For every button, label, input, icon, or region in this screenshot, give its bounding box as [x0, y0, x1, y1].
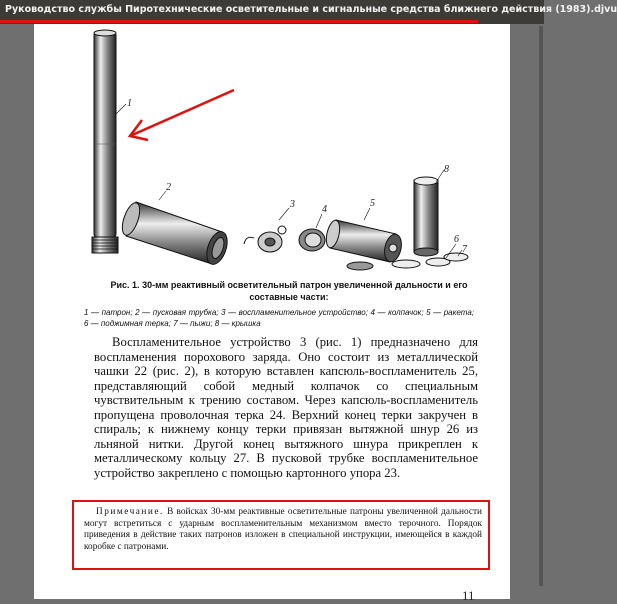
figure-caption-label: Рис. 1.: [110, 280, 140, 290]
leader-line-8: [436, 170, 444, 182]
leader-line-2: [159, 191, 166, 200]
document-page: [34, 24, 510, 603]
figure-legend: 1 — патрон; 2 — пусковая трубка; 3 — воспламенительное устройство; 4 — колпачок; 5 — ракета; 6 — поджимная терка; 7 — пыжи; 8 — крышка: [84, 308, 474, 328]
leader-line-5: [364, 208, 370, 220]
figure-caption: [104, 279, 474, 303]
leader-line-4: [316, 214, 322, 228]
callout-2: 2: [166, 182, 171, 193]
note-heading: Примечание.: [96, 507, 164, 517]
body-text: Воспламенительное устройство 3 (рис. 1) предназначено для воспламенения порохового заряда. Оно состоит из металлической чашки 22 (рис. 2), в которую вставлен капсюль-воспламенитель 25, представляющий собой медный колпачок со специальным чувствительным к трению составом. Через капсюль-воспламенитель пропущена проволочная терка 24. Верхний конец терки закручен в спираль; к нижнему концу терки привязан вытяжной шнур 26 из льняной нитки. Другой конец вытяжного шнура прикреплен к металлическому кольцу 27. В пусковой трубке воспламенительное устройство закреплено с помощью картонного упора 23.: [94, 335, 478, 480]
note-text: В войсках 30-мм реактивные осветительные патроны увеличенной дальности могут встретиться с ударным воспламенительным механизмом вместо терочного. Порядок приведения в действие таких патронов изложен в специальной инструкции, имеющейся в каждой коробке с патронами.: [84, 507, 482, 553]
rocket-drawing: [324, 219, 404, 263]
window-title: Руководство службы Пиротехнические осветительные и сигнальные средства ближнего действия (1983).djvu: [5, 4, 617, 15]
callout-4: 4: [322, 204, 327, 215]
page-number: 11: [462, 588, 475, 603]
window-titlebar: [0, 0, 617, 24]
callout-3: 3: [290, 199, 295, 210]
leader-line-3: [279, 208, 289, 220]
figure-caption-text: 30-мм реактивный осветительный патрон увеличенной дальности и его составные части:: [142, 280, 468, 302]
callout-6: 6: [454, 234, 459, 245]
igniter-drawing: [244, 226, 286, 252]
callout-5: 5: [370, 198, 375, 209]
callout-7: 7: [462, 244, 467, 255]
cover-drawing: [414, 177, 438, 256]
cap-drawing: [299, 229, 325, 251]
note-paragraph: [84, 507, 482, 554]
figure-illustration: [34, 24, 510, 274]
callout-8: 8: [444, 164, 449, 175]
note-highlight-box: [72, 500, 490, 570]
vertical-scrollbar[interactable]: [539, 26, 543, 586]
launch-tube-drawing: [119, 201, 231, 267]
red-arrow-annotation: [130, 90, 234, 140]
leader-line-1: [116, 104, 126, 114]
title-underline-annotation: [0, 20, 478, 23]
cartridge-drawing: [92, 30, 118, 253]
callout-1: 1: [127, 98, 132, 109]
body-paragraph: [94, 335, 478, 480]
